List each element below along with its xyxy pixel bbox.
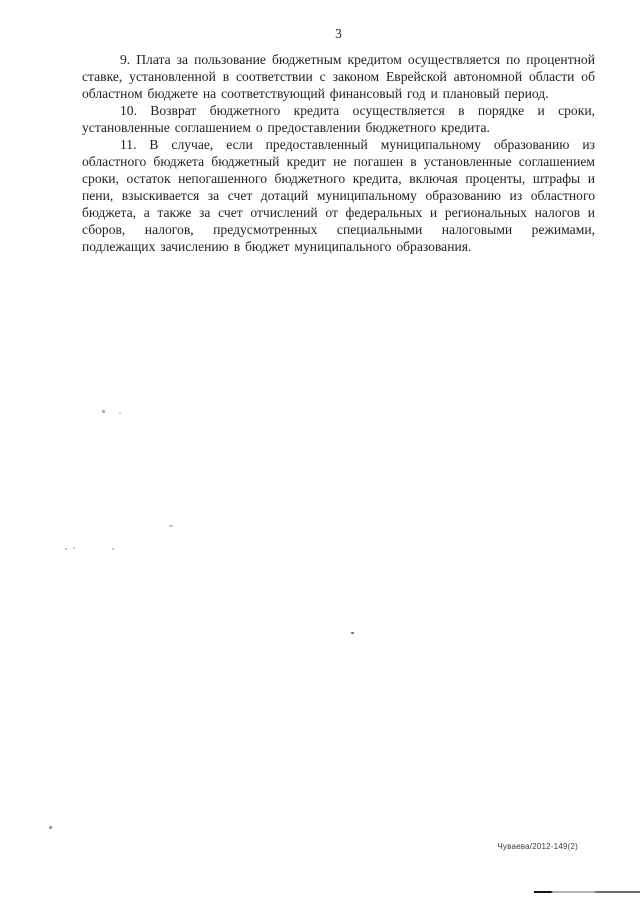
paragraph-item-11: 11. В случае, если предоставленный муниципальному образованию из областного бюджета бюджетный кредит не погашен в установленные соглашением сроки, остаток непогашенного бюджетного кредита, включая проценты, штрафы и пени, взыскивается за счет дотаций муниципальному образованию из областного бюджета, а также за счет отчислений от федеральных и региональных налогов и сборов, налогов, предусмотренных специальными налоговыми режимами, подлежащих зачислению в бюджет муниципального образования. [82, 137, 595, 254]
scan-speck [49, 826, 52, 829]
scan-edge-line [534, 891, 640, 893]
paragraph-item-10: 10. Возврат бюджетного кредита осуществляется в порядке и сроки, установленные соглашением о предоставлении бюджетного кредита. [82, 103, 595, 135]
scan-speck [169, 525, 173, 527]
scan-speck [73, 547, 75, 549]
scan-speck [102, 410, 105, 413]
scan-speck [351, 632, 354, 634]
document-body [82, 51, 595, 255]
scan-speck [65, 548, 67, 550]
scan-speck [112, 548, 114, 550]
scan-speck [119, 412, 121, 414]
footer-reference: Чуваева/2012-149(2) [497, 842, 578, 851]
page-number: 3 [335, 26, 342, 41]
paragraph-item-9: 9. Плата за пользование бюджетным кредитом осуществляется по процентной ставке, установленной в соответствии с законом Еврейской автономной области об областном бюджете на соответствующий финансовый год и плановый период. [82, 52, 595, 101]
